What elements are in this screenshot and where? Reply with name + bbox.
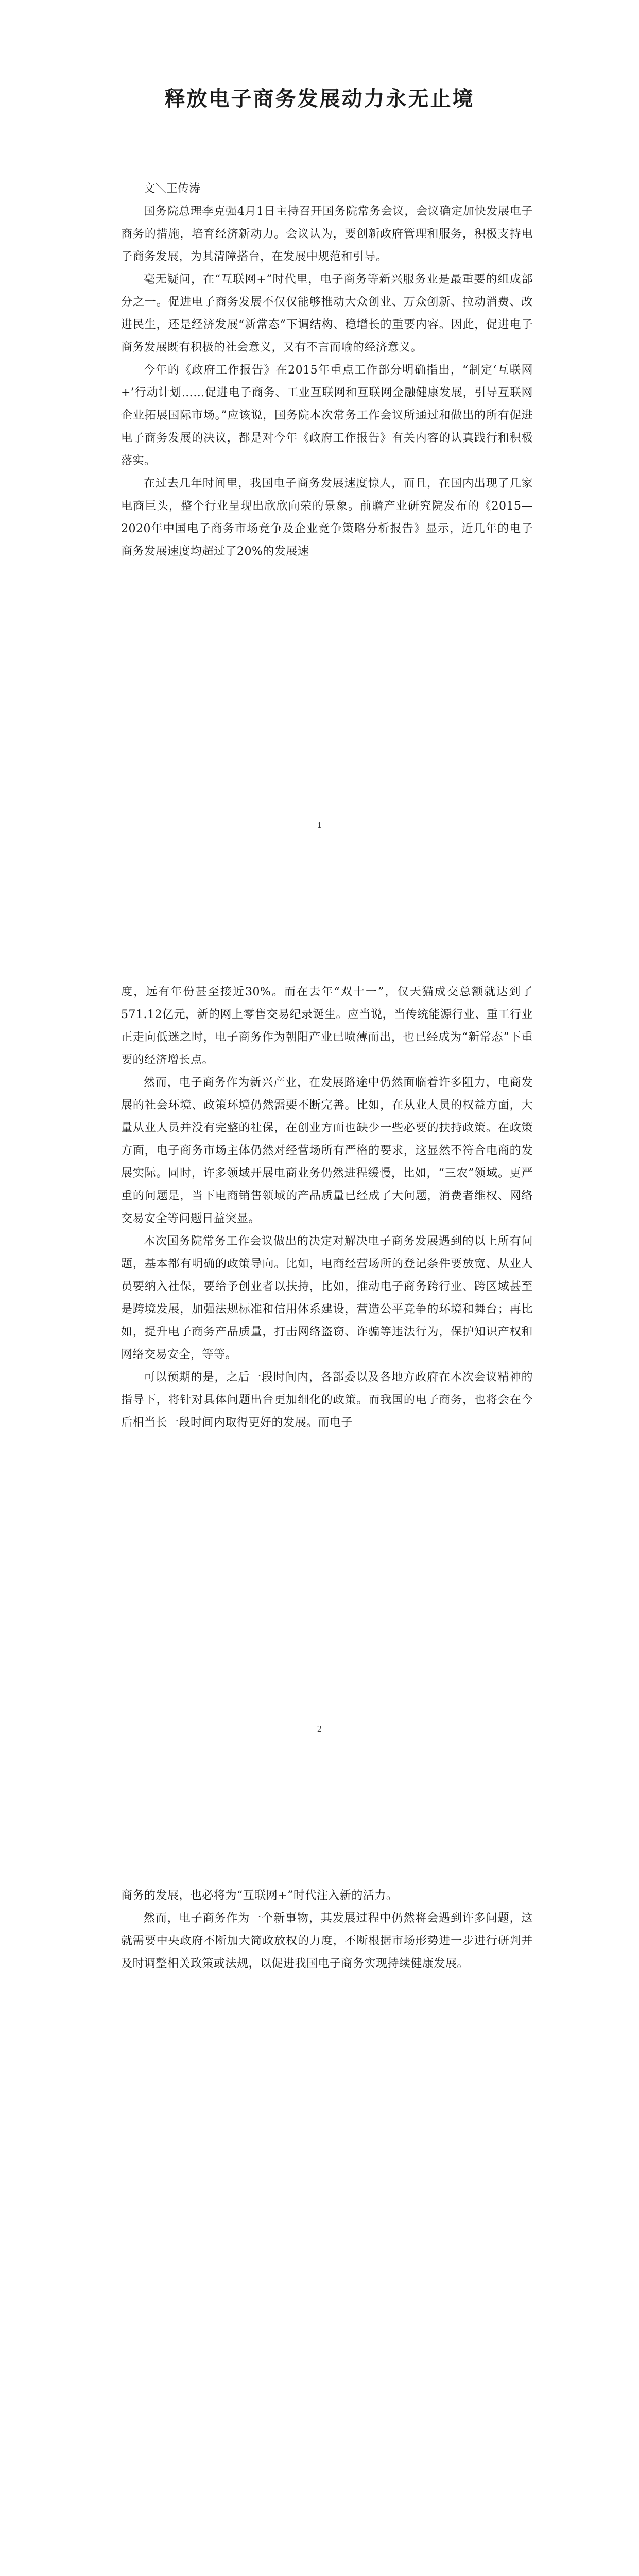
document-page-3: [0, 1807, 639, 2576]
paragraph: 本次国务院常务工作会议做出的决定对解决电子商务发展遇到的以上所有问题，基本都有明确的政策导向。比如，电商经营场所的登记条件要放宽、从业人员要纳入社保，要给予创业者以扶持，比如，推动电子商务跨行业、跨区域甚至是跨境发展，加强法规标准和信用体系建设，营造公平竞争的环境和舞台；再比如，提升电子商务产品质量，打击网络盗窃、诈骗等违法行为，保护知识产权和网络交易安全，等等。: [121, 1235, 533, 1361]
author-line: 文＼王传涛: [144, 182, 201, 195]
page-3-body: [121, 1885, 533, 1975]
page-number: 1: [317, 821, 322, 830]
paragraph: 然而，电子商务作为新兴产业，在发展路途中仍然面临着许多阻力，电商发展的社会环境、政策环境仍然需要不断完善。比如，在从业人员的权益方面，大量从业人员并没有完整的社保，在创业方面也缺少一些必要的扶持政策。在政策方面，电子商务市场主体仍然对经营场所有严格的要求，这显然不符合电商的发展实际。同时，许多领域开展电商业务仍然进程缓慢，比如，“三农”领域。更严重的问题是，当下电商销售领域的产品质量已经成了大问题，消费者维权、网络交易安全等问题日益突显。: [121, 1076, 533, 1225]
paragraph: 今年的《政府工作报告》在2015年重点工作部分明确指出，“制定‘互联网+’行动计划……促进电子商务、工业互联网和互联网金融健康发展，引导互联网企业拓展国际市场。”应该说，国务院本次常务工作会议所通过和做出的所有促进电子商务发展的决议，都是对今年《政府工作报告》有关内容的认真践行和积极落实。: [121, 364, 533, 467]
paragraph-continued: 度，远有年份甚至接近30%。而在去年“双十一”，仅天猫成交总额就达到了571.12亿元，新的网上零售交易纪录诞生。应当说，当传统能源行业、重工行业正走向低迷之时，电子商务作为朝阳产业已喷薄而出，也已经成为“新常态”下重要的经济增长点。: [121, 986, 533, 1066]
page-1-body: [121, 178, 533, 563]
paragraph: 然而，电子商务作为一个新事物，其发展过程中仍然将会遇到许多问题，这就需要中央政府不断加大简政放权的力度，不断根据市场形势进一步进行研判并及时调整相关政策或法规，以促进我国电子商务实现持续健康发展。: [121, 1912, 533, 1970]
paragraph: 毫无疑问，在“互联网+”时代里，电子商务等新兴服务业是最重要的组成部分之一。促进电子商务发展不仅仅能够推动大众创业、万众创新、拉动消费、改进民生，还是经济发展“新常态”下调结构、稳增长的重要内容。因此，促进电子商务发展既有积极的社会意义，又有不言而喻的经济意义。: [121, 273, 533, 354]
paragraph-continued: 商务的发展，也必将为“互联网+”时代注入新的活力。: [121, 1889, 398, 1902]
document-title: 释放电子商务发展动力永无止境: [164, 87, 475, 111]
page-number: 2: [317, 1724, 322, 1734]
document-page-1: [0, 0, 639, 904]
paragraph: 可以预期的是，之后一段时间内，各部委以及各地方政府在本次会议精神的指导下，将针对具体问题出台更加细化的政策。而我国的电子商务，也将会在今后相当长一段时间内取得更好的发展。而电子: [121, 1371, 533, 1429]
paragraph: 国务院总理李克强4月1日主持召开国务院常务会议，会议确定加快发展电子商务的措施，培育经济新动力。会议认为，要创新政府管理和服务，积极支持电子商务发展，为其清障搭台，在发展中规范和引导。: [121, 205, 533, 263]
document-page-2: [0, 904, 639, 1807]
page-2-body: [121, 981, 533, 1434]
paragraph: 在过去几年时间里，我国电子商务发展速度惊人，而且，在国内出现了几家电商巨头，整个行业呈现出欣欣向荣的景象。前瞻产业研究院发布的《2015—2020年中国电子商务市场竞争及企业竞争策略分析报告》显示，近几年的电子商务发展速度均超过了20%的发展速: [121, 477, 533, 558]
